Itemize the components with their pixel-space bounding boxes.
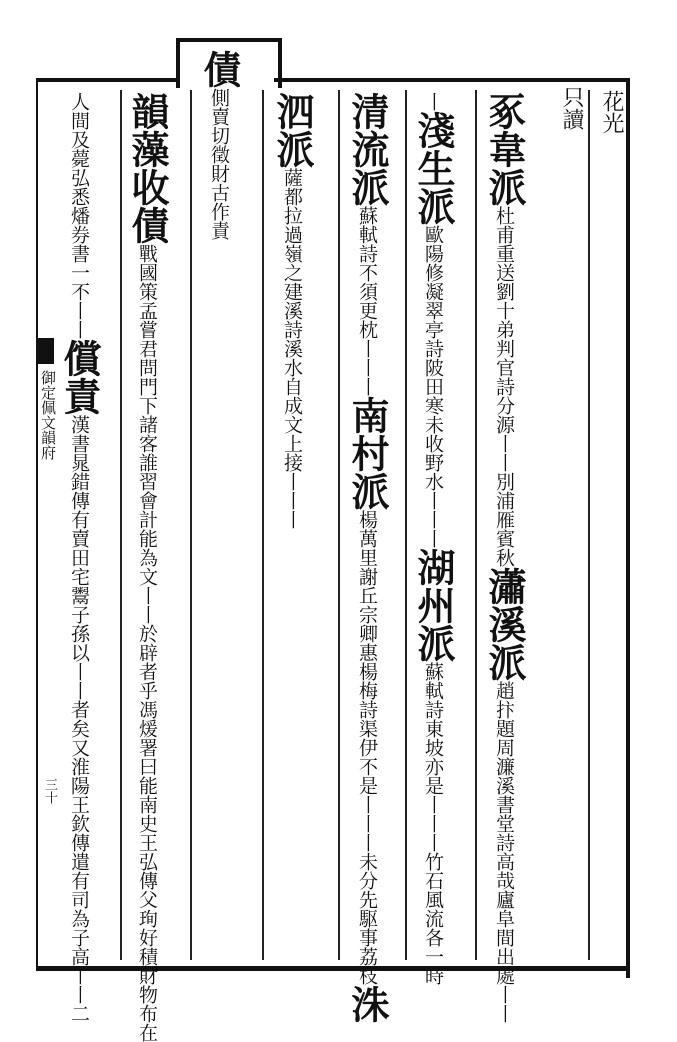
col1-line-a: 只讀	[559, 86, 584, 130]
column-2	[482, 92, 527, 1023]
entry-text: 漢書晁錯傳有賣田宅鬻子孫以丨丨者矣又淮陽王欽傳遣有司為子高丨丨二	[68, 415, 90, 1023]
column-1b	[600, 90, 622, 134]
entry-heading: 洙	[345, 985, 390, 1023]
column-5	[270, 92, 315, 529]
column-1	[560, 86, 582, 130]
entry-heading: 清流派	[345, 92, 390, 206]
column-6	[197, 50, 242, 240]
entry-text: 杜甫重送劉十弟判官詩分源丨丨別浦雁賓秋	[493, 206, 515, 567]
head-reading: 側賣切徵財古作責	[208, 88, 230, 240]
top-rule-right	[274, 78, 630, 82]
entry-heading: 豖韋派	[482, 92, 527, 206]
margin-black-bar	[36, 338, 54, 364]
entry-mark: 丨	[422, 92, 444, 111]
entry-text: 歐陽修凝翠亭詩陂田寒未收野水丨丨丨	[422, 225, 444, 548]
entry-heading: 湖州派	[411, 548, 456, 662]
margin-title: 御定佩文韻府	[39, 370, 57, 460]
page-number: 三十	[42, 778, 57, 804]
column-8	[57, 92, 102, 1023]
entry-text: 人間及薨弘悉燔券書一不丨丨	[68, 92, 90, 339]
entry-heading: 瀟溪派	[482, 567, 527, 681]
entry-heading: 南村派	[345, 396, 390, 510]
entry-text: 楊萬里謝丘宗卿惠楊梅詩渠伊不是丨丨丨未分先駆事荔枝	[356, 510, 378, 985]
entry-text: 蘇軾詩不須更枕丨丨丨	[356, 206, 378, 396]
head-character: 債	[197, 50, 242, 88]
entry-text: 薩都拉過嶺之建溪詩溪水自成文上接丨丨丨	[281, 168, 303, 529]
column-3	[411, 92, 456, 985]
right-border	[626, 78, 630, 978]
entry-heading: 淺生派	[411, 111, 456, 225]
entry-text: 戰國策孟嘗君問門下諸客誰習會計能為文丨丨於辟者乎馮煖署曰能南史王弘傳父珣好積財物布在	[136, 244, 158, 1042]
col1-line-b: 花光	[599, 90, 624, 134]
column-rule	[405, 90, 407, 960]
entry-heading: 收債	[125, 168, 170, 244]
bottom-rule	[36, 966, 630, 971]
column-rule	[475, 90, 477, 960]
entry-text: 蘇軾詩東坡亦是丨丨丨竹石風流各一時	[422, 662, 444, 985]
section-heading: 韻藻	[125, 92, 170, 168]
entry-heading: 泗派	[270, 92, 315, 168]
column-rule	[338, 90, 340, 960]
left-margin-rule	[36, 82, 38, 968]
column-rule	[190, 90, 192, 960]
column-7	[125, 92, 170, 1042]
column-rule	[262, 90, 264, 960]
entry-heading: 償責	[57, 339, 102, 415]
entry-text: 趙抃題周濂溪書堂詩高哉廬阜間出處丨丨	[493, 681, 515, 1023]
column-rule	[588, 90, 590, 960]
column-4	[345, 92, 390, 1023]
top-rule	[36, 78, 180, 82]
column-rule	[120, 90, 122, 960]
